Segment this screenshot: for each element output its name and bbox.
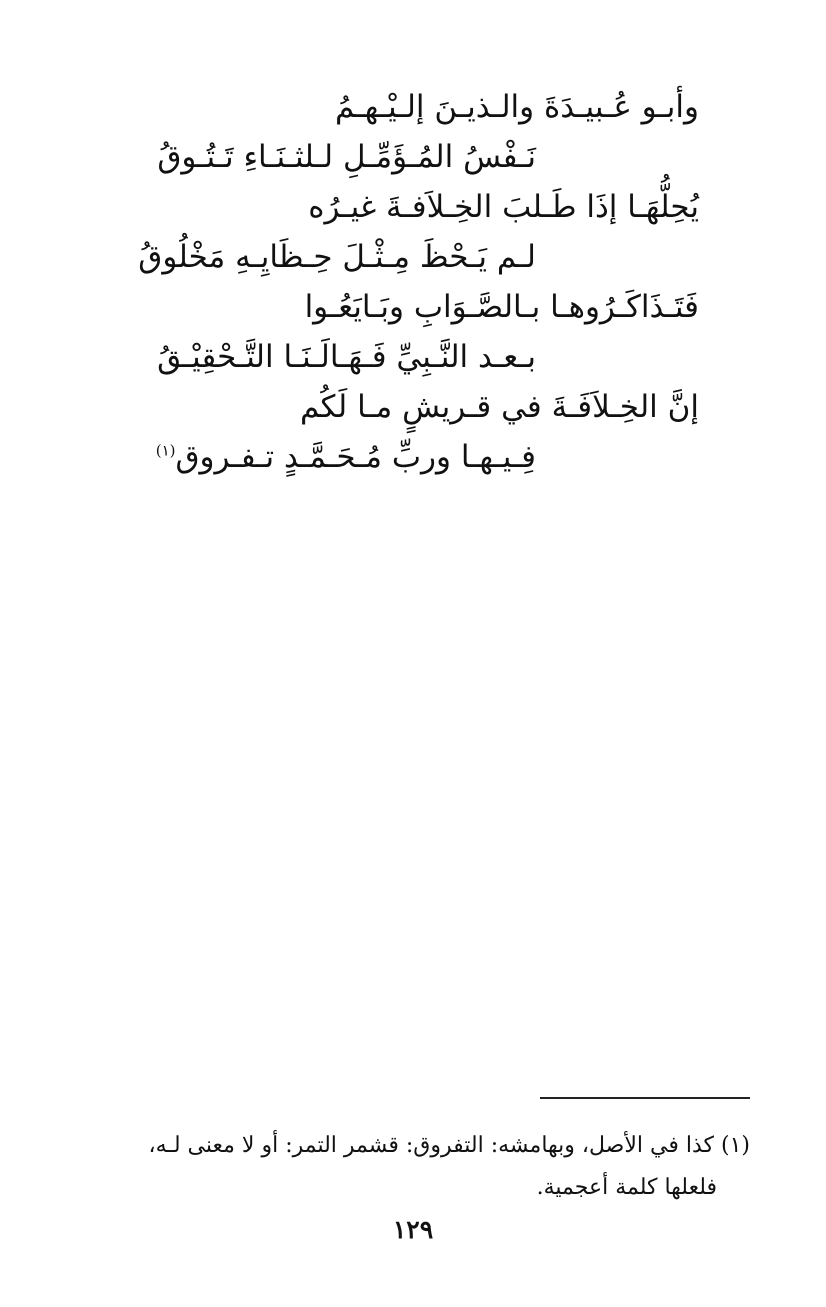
- poem-line-5: فَتَـذَاكَـرُوهـا بـالصَّـوَابِ وبَـايَعُـوا: [304, 289, 699, 325]
- poem-line-2: نَـفْسُ المُـؤَمِّـلِ لـلثـنَـاءِ تَـتُـوقُ: [157, 139, 536, 175]
- footnote-line-1: (١) كذا في الأصل، وبهامشه: التفروق: قشمر التمر: أو لا معنى لـه،: [148, 1133, 750, 1158]
- poem-line-3: يُحِلُّهَـا إذَا طَـلبَ الخِـلاَفـةَ غيـرُه: [308, 189, 699, 225]
- poem-line-8-text: فِـيـهـا وربِّ مُـحَـمَّـدٍ تـفـروق: [175, 439, 536, 475]
- poem-line-1: وأبـو عُـبيـدَةَ والـذيـنَ إلـيْـهـمُ: [334, 89, 699, 125]
- poem-line-8: [155, 439, 536, 475]
- footnote: [50, 1125, 750, 1209]
- footnote-line-2: فلعلها كلمة أعجمية.: [536, 1175, 717, 1200]
- poem-line-4: لـم يَـحْظَ مِـثْـلَ حِـظَايِـهِ مَخْلُوقُ: [138, 239, 536, 275]
- footnote-separator: [540, 1097, 750, 1099]
- page-number: ١٢٩: [392, 1215, 434, 1244]
- footnote-reference: (١): [155, 441, 176, 460]
- poem-line-6: بـعـد النَّـبِيِّ فَـهَـالَـنَـا التَّـحْقِيْـقُ: [157, 339, 536, 375]
- poem-line-7: إنَّ الخِـلاَفَـةَ في قـريشٍ مـا لَكُم: [300, 389, 699, 425]
